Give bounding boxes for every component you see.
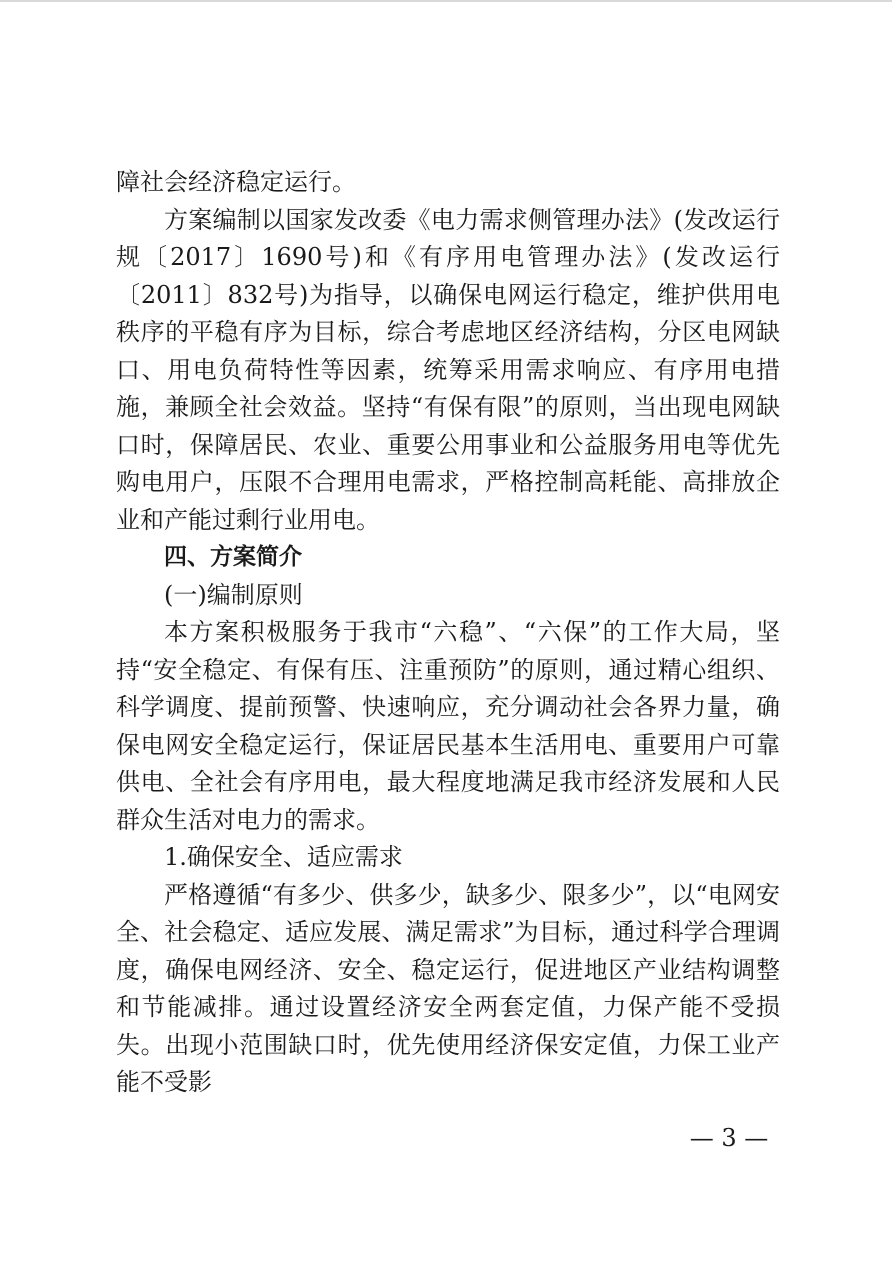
paragraph-principles: 本方案积极服务于我市“六稳”、“六保”的工作大局，坚持“安全稳定、有保有压、注重预防”的原则，通过精心组织、科学调度、提前预警、快速响应，充分调动社会各界力量，确保电网安全稳定运行，保证居民基本生活用电、重要用户可靠供电、全社会有序用电，最大程度地满足我市经济发展和人民群众生活对电力的需求。 — [116, 618, 780, 834]
item-heading-safety-demand: 1.确保安全、适应需求 — [164, 843, 403, 871]
document-body — [116, 164, 780, 1102]
section-heading-scheme-overview: 四、方案简介 — [164, 544, 302, 570]
subsection-heading-principles: (一)编制原则 — [164, 580, 303, 609]
paragraph-safety-demand: 严格遵循“有多少、供多少，缺多少、限多少”，以“电网安全、社会稳定、适应发展、满足需求”为目标，通过科学合理调度，确保电网经济、安全、稳定运行，促进地区产业结构调整和节能减排。通过设置经济安全两套定值，力保产能不受损失。出现小范围缺口时，优先使用经济保安定值，力保工业产能不受影 — [116, 880, 780, 1096]
page-number: — 3 — — [689, 1124, 769, 1152]
top-border-line — [0, 0, 892, 2]
paragraph-continuation: 障社会经济稳定运行。 — [116, 168, 356, 196]
paragraph-scheme-basis: 方案编制以国家发改委《电力需求侧管理办法》(发改运行规〔2017〕1690号)和《有序用电管理办法》(发改运行〔2011〕832号)为指导，以确保电网运行稳定，维护供用电秩序的平稳有序为目标，综合考虑地区经济结构，分区电网缺口、用电负荷特性等因素，统筹采用需求响应、有序用电措施，兼顾全社会效益。坚持“有保有限”的原则，当出现电网缺口时，保障居民、农业、重要公用事业和公益服务用电等优先购电用户，压限不合理用电需求，严格控制高耗能、高排放企业和产能过剩行业用电。 — [116, 205, 780, 534]
